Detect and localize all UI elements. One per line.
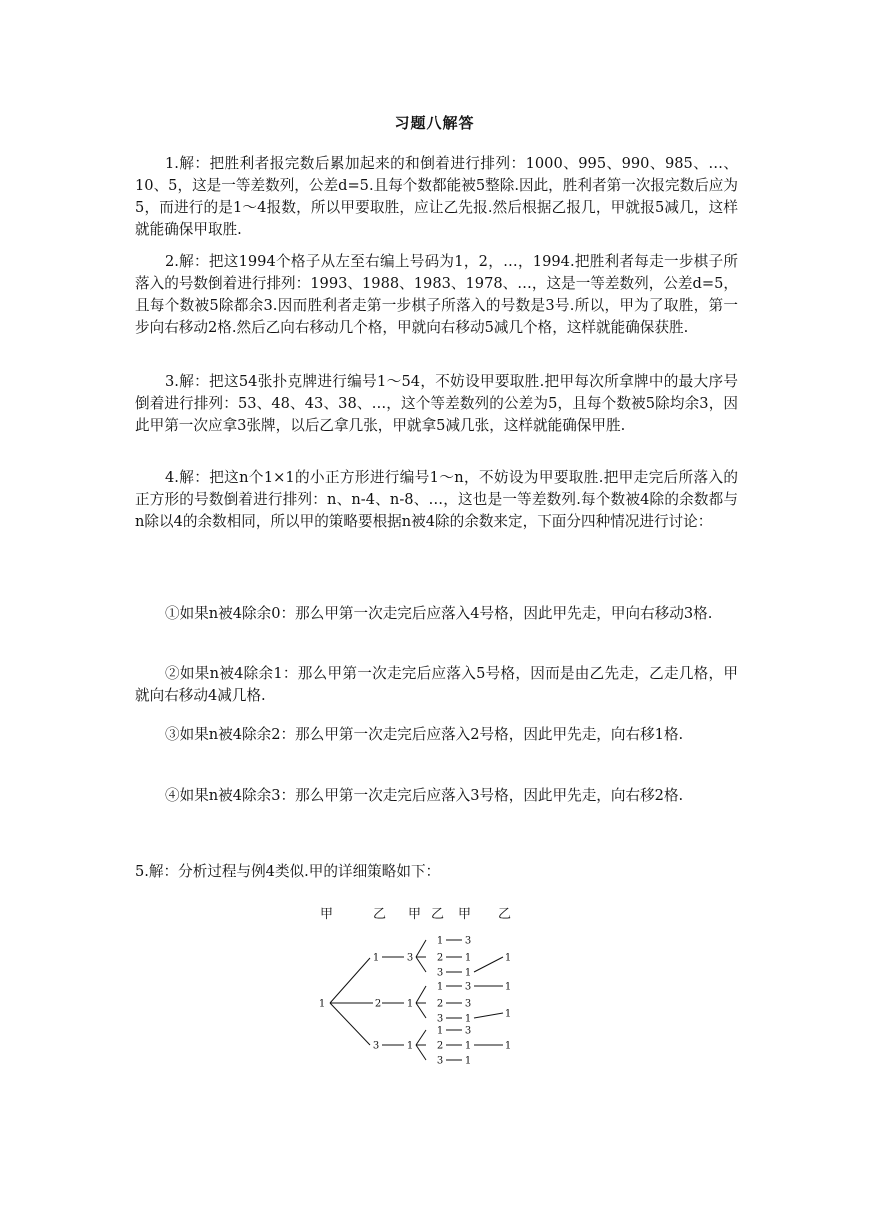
tree-node-l4: 3 [436, 967, 444, 979]
tree-node-l4: 3 [436, 1013, 444, 1025]
answer-4: 4.解：把这n个1×1的小正方形进行编号1～n，不妨设为甲要取胜.把甲走完后所落入的正方形的号数倒着进行排列：n、n-4、n-8、…，这也是一等差数列.每个数被4除的余数都与n除以4的余数相同，所以甲的策略要根据n被4除的余数来定，下面分四种情况进行讨论： [135, 469, 738, 530]
answer-5: 5.解：分析过程与例4类似.甲的详细策略如下： [135, 863, 441, 880]
tree-header-2: 乙 [373, 907, 387, 922]
tree-node-l5: 3 [464, 1025, 472, 1037]
tree-header-5: 甲 [458, 907, 472, 922]
tree-node-l5: 1 [464, 967, 472, 979]
tree-node-l3: 1 [406, 998, 414, 1010]
tree-node-l4: 2 [436, 952, 444, 964]
strategy-tree [300, 900, 530, 1075]
tree-node-l5: 3 [464, 981, 472, 993]
case-remainder-0: ①如果n被4除余0：那么甲第一次走完后应落入4号格，因此甲先走，甲向右移动3格. [165, 605, 713, 622]
tree-branches [330, 940, 503, 1060]
tree-root: 1 [318, 998, 326, 1010]
tree-node-l4: 2 [436, 998, 444, 1010]
tree-header-4: 乙 [431, 907, 445, 922]
tree-node-l4: 1 [436, 1025, 444, 1037]
tree-node-l5: 3 [464, 998, 472, 1010]
tree-node-l6: 1 [504, 952, 512, 964]
tree-header-6: 乙 [498, 907, 512, 922]
tree-node-l2: 1 [372, 952, 380, 964]
case-remainder-1: ②如果n被4除余1：那么甲第一次走完后应落入5号格，因而是由乙先走，乙走几格，甲就向右移动4减几格. [135, 665, 738, 704]
tree-node-l4: 1 [436, 981, 444, 993]
tree-node-l4: 3 [436, 1055, 444, 1067]
tree-node-l6: 1 [504, 1040, 512, 1052]
answer-1: 1.解：把胜利者报完数后累加起来的和倒着进行排列：1000、995、990、985、…、10、5，这是一等差数列，公差d=5.且每个数都能被5整除.因此，胜利者第一次报完数后应为5，而进行的是1～4报数，所以甲要取胜，应让乙先报.然后根据乙报几，甲就报5减几，这样就能确保甲取胜. [135, 155, 738, 238]
tree-node-l6: 1 [504, 981, 512, 993]
tree-node-l5: 1 [464, 952, 472, 964]
tree-node-l5: 1 [464, 1055, 472, 1067]
tree-header-1: 甲 [320, 907, 334, 922]
tree-header-3: 甲 [408, 907, 422, 922]
tree-node-l3: 3 [406, 952, 414, 964]
tree-node-l5: 1 [464, 1040, 472, 1052]
tree-node-l3: 1 [406, 1040, 414, 1052]
answer-2: 2.解：把这1994个格子从左至右编上号码为1，2，…，1994.把胜利者每走一步棋子所落入的号数倒着进行排列：1993、1988、1983、1978、…，这是一等差数列，公差d=5，且每个数被5除都余3.因而胜利者走第一步棋子所落入的号数是3号.所以，甲为了取胜，第一步向右移动2格.然后乙向右移动几个格，甲就向右移动5减几个格，这样就能确保获胜. [135, 253, 738, 336]
answer-3: 3.解：把这54张扑克牌进行编号1～54，不妨设甲要取胜.把甲每次所拿牌中的最大序号倒着进行排列：53、48、43、38、…，这个等差数列的公差为5，且每个数被5除均余3，因此甲第一次应拿3张牌，以后乙拿几张，甲就拿5减几张，这样就能确保甲胜. [135, 373, 738, 434]
tree-node-l2: 2 [374, 998, 382, 1010]
page-title: 习题八解答 [394, 114, 475, 132]
tree-node-l6: 1 [504, 1008, 512, 1020]
tree-node-l5: 1 [464, 1013, 472, 1025]
tree-node-l5: 3 [464, 935, 472, 947]
case-remainder-2: ③如果n被4除余2：那么甲第一次走完后应落入2号格，因此甲先走，向右移1格. [165, 726, 684, 743]
tree-node-l4: 1 [436, 935, 444, 947]
case-remainder-3: ④如果n被4除余3：那么甲第一次走完后应落入3号格，因此甲先走，向右移2格. [165, 787, 684, 804]
tree-node-l4: 2 [436, 1040, 444, 1052]
tree-node-l2: 3 [372, 1040, 380, 1052]
